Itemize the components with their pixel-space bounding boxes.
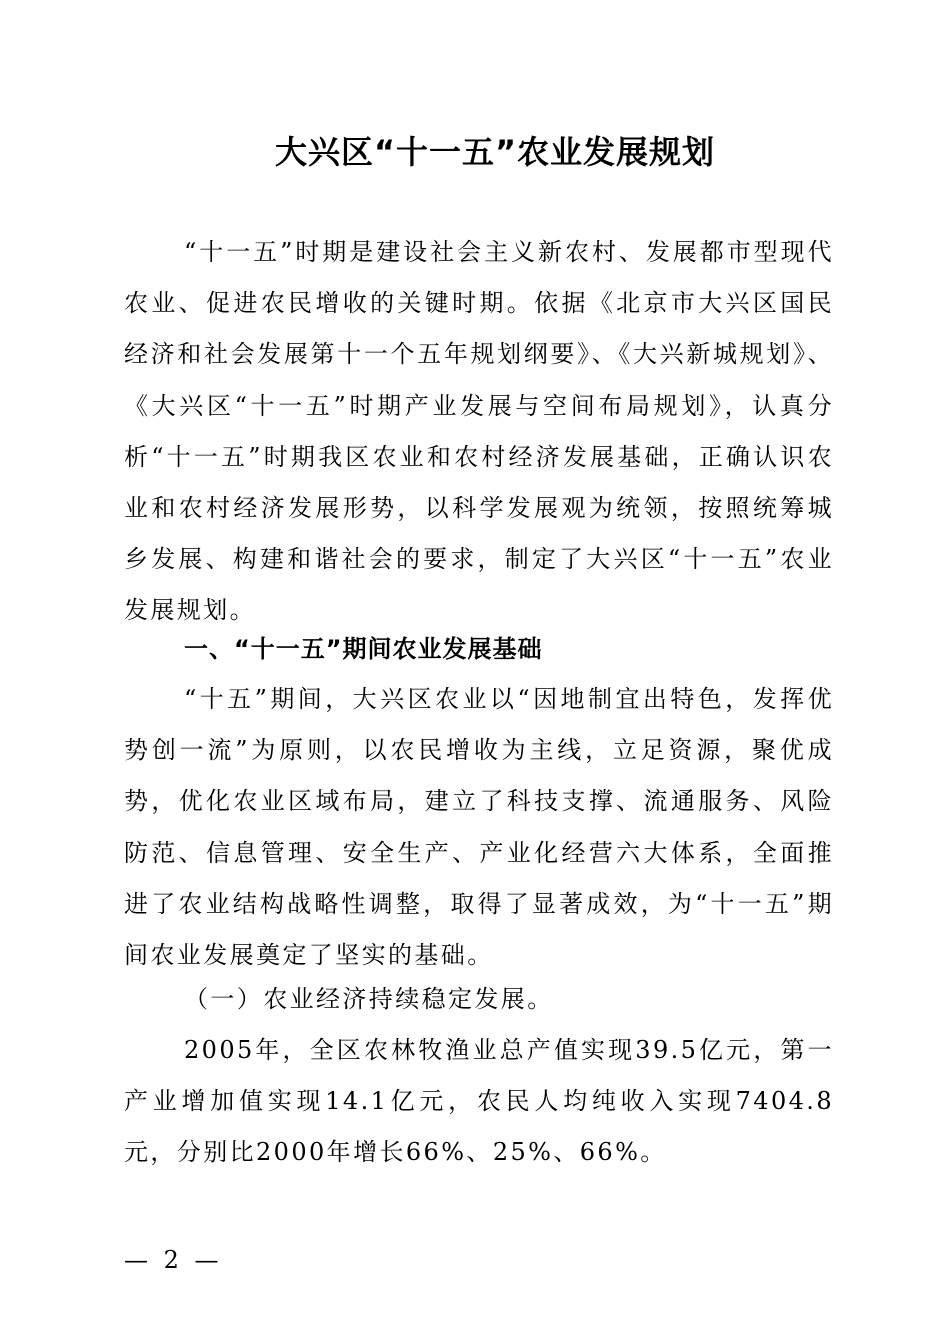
- document-title: 大兴区“十一五”农业发展规划: [274, 133, 716, 171]
- subsection-1-paragraph: 2005年，全区农林牧渔业总产值实现39.5亿元，第一产业增加值实现14.1亿元，农民人均纯收入实现7404.8元，分别比2000年增长66%、25%、66%。: [124, 1036, 834, 1167]
- section-1-paragraph: “十五”期间，大兴区农业以“因地制宜出特色，发挥优势创一流”为原则，以农民增收为主线，立足资源，聚优成势，优化农业区域布局，建立了科技支撑、流通服务、风险防范、信息管理、安全生产、产业化经营六大体系，全面推进了农业结构战略性调整，取得了显著成效，为“十一五”期间农业发展奠定了坚实的基础。: [124, 685, 834, 970]
- section-heading-1: 一、“十一五”期间农业发展基础: [184, 635, 543, 663]
- subsection-heading-1: （一）农业经济持续稳定发展。: [184, 985, 554, 1013]
- intro-paragraph: “十一五”时期是建设社会主义新农村、发展都市型现代农业、促进农民增收的关键时期。依据《北京市大兴区国民经济和社会发展第十一个五年规划纲要》、《大兴新城规划》、《大兴区“十一五”时期产业发展与空间布局规划》，认真分析“十一五”时期我区农业和农村经济发展基础，正确认识农业和农村经济发展形势，以科学发展观为统领，按照统筹城乡发展、构建和谐社会的要求，制定了大兴区“十一五”农业发展规划。: [124, 238, 834, 625]
- page-number: — 2 —: [124, 1246, 223, 1274]
